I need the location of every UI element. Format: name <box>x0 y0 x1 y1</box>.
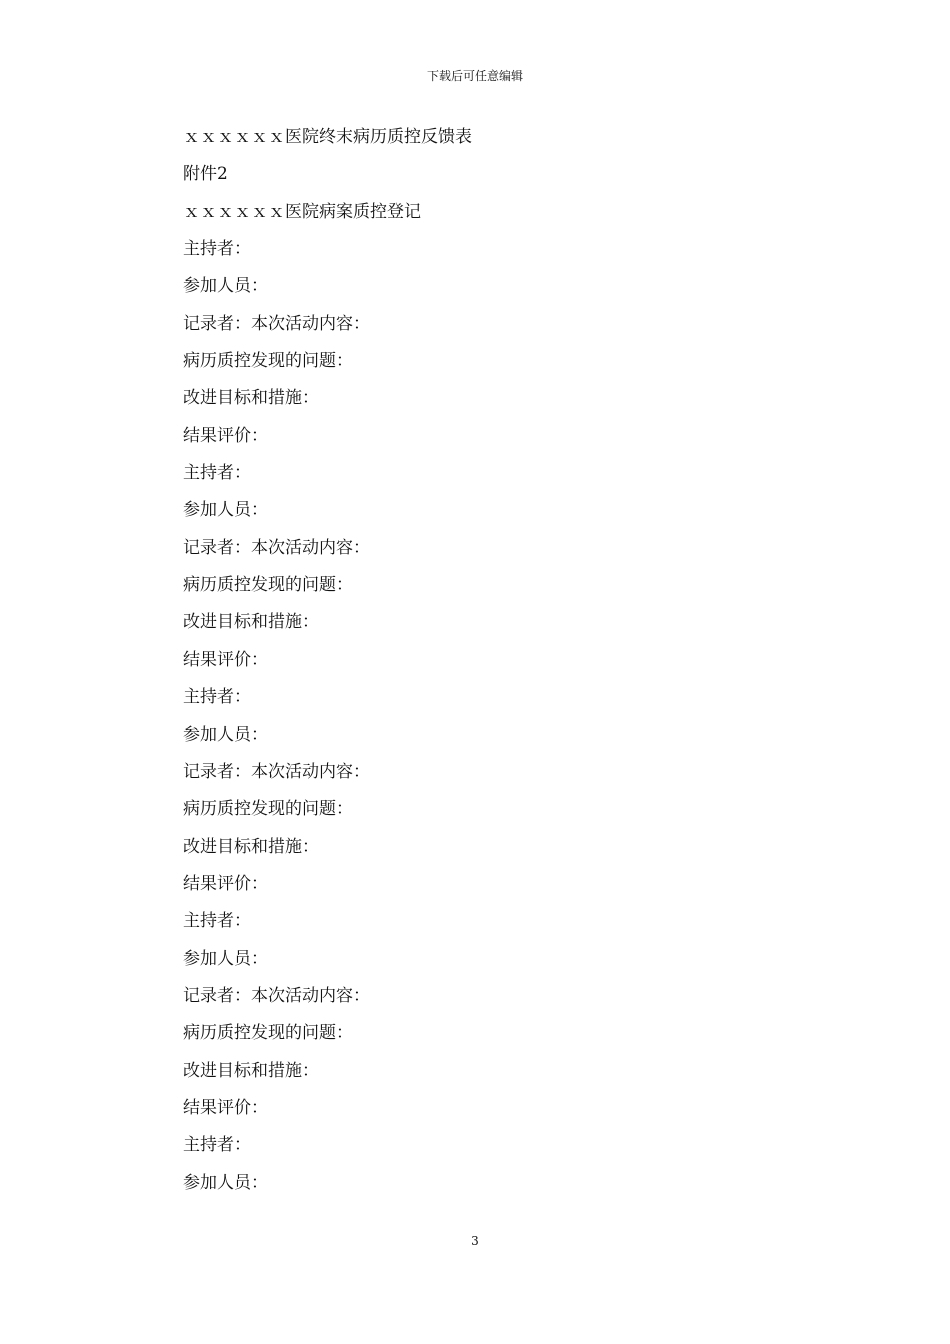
recorder-activity-field: 记录者：本次活动内容： <box>183 313 370 334</box>
recorder-activity-field: 记录者：本次活动内容： <box>183 537 370 558</box>
evaluation-field: 结果评价： <box>183 425 268 446</box>
page-header: 下载后可任意编辑 <box>426 69 523 83</box>
recorder-activity-field: 记录者：本次活动内容： <box>183 985 370 1006</box>
participants-field: 参加人员： <box>183 276 268 297</box>
participants-field: 参加人员： <box>183 724 268 745</box>
problems-field: 病历质控发现的问题： <box>183 575 353 596</box>
host-field: 主持者： <box>183 463 251 484</box>
improvement-field: 改进目标和措施： <box>183 836 319 857</box>
problems-field: 病历质控发现的问题： <box>183 351 353 372</box>
evaluation-field: 结果评价： <box>183 1097 268 1118</box>
document-title: ｘｘｘｘｘｘ医院终末病历质控反馈表 <box>183 127 472 147</box>
participants-field: 参加人员： <box>183 500 268 521</box>
evaluation-field: 结果评价： <box>183 649 268 670</box>
host-field: 主持者： <box>183 1135 251 1156</box>
improvement-field: 改进目标和措施： <box>183 1060 319 1081</box>
participants-field: 参加人员： <box>183 948 268 969</box>
participants-field: 参加人员： <box>183 1172 268 1193</box>
evaluation-field: 结果评价： <box>183 873 268 894</box>
problems-field: 病历质控发现的问题： <box>183 1023 353 1044</box>
document-body <box>183 121 803 1204</box>
host-field: 主持者： <box>183 687 251 708</box>
page-number: 3 <box>471 1234 479 1248</box>
problems-field: 病历质控发现的问题： <box>183 799 353 820</box>
improvement-field: 改进目标和措施： <box>183 612 319 633</box>
register-title: ｘｘｘｘｘｘ医院病案质控登记 <box>183 201 421 222</box>
improvement-field: 改进目标和措施： <box>183 388 319 409</box>
host-field: 主持者： <box>183 911 251 932</box>
recorder-activity-field: 记录者：本次活动内容： <box>183 761 370 782</box>
host-field: 主持者： <box>183 239 251 260</box>
attachment-label: 附件2 <box>183 164 228 185</box>
